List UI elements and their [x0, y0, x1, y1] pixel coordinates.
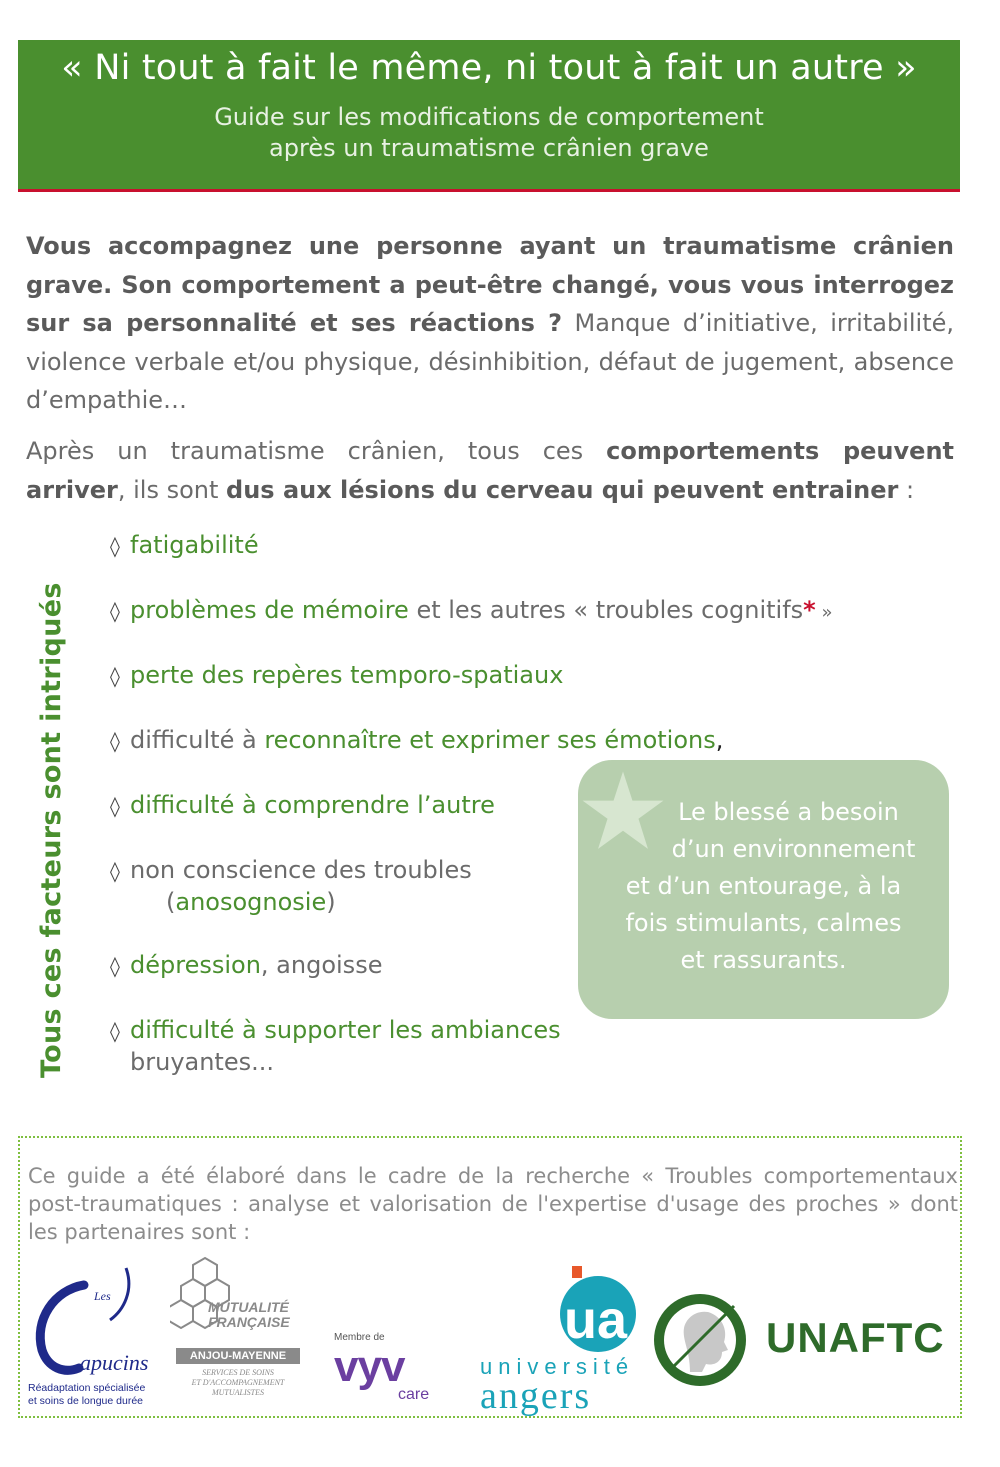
guide-title: « Ni tout à fait le même, ni tout à fait un autre » [61, 48, 917, 88]
item-text: difficulté à [130, 726, 265, 754]
list-item [110, 855, 472, 918]
diamond-icon: ◊ [110, 859, 120, 883]
asterisk-mark: * [803, 596, 816, 624]
item-text: difficulté à comprendre l’autre [130, 791, 495, 819]
item-continuation [110, 887, 472, 918]
intro2-text-2: , ils sont [117, 475, 227, 504]
callout-bubble [578, 760, 949, 1019]
capucins-les: Les [94, 1289, 111, 1303]
diamond-icon: ◊ [110, 729, 120, 753]
diamond-icon: ◊ [110, 534, 120, 558]
capucins-subtitle-2: et soins de longue durée [28, 1395, 144, 1407]
vyv-membre: Membre de [334, 1332, 385, 1343]
diamond-icon: ◊ [110, 954, 120, 978]
intro-paragraph [26, 227, 954, 420]
item-text: problèmes de mémoire [130, 596, 409, 624]
intro2-text-1: Après un traumatisme crânien, tous ces [26, 437, 607, 465]
mutualite-logo [170, 1256, 310, 1416]
item-text: fatigabilité [130, 531, 259, 559]
unaftc-logo [650, 1290, 950, 1390]
intro2-text-3: : [898, 475, 915, 504]
subtitle-line-1: Guide sur les modifications de comportement [214, 103, 764, 131]
list-item [110, 950, 382, 982]
capucins-swirl-icon [24, 1260, 164, 1380]
item-text: difficulté à supporter les ambiances [130, 1016, 561, 1044]
item-text: et les autres « troubles cognitifs [408, 596, 804, 624]
item-text: , [715, 726, 724, 754]
mutualite-line-4: SERVICES DE SOINS [202, 1368, 274, 1377]
callout-line: fois stimulants, calmes [625, 909, 902, 937]
intro-bold: Vous accompagnez une personne ayant un traumatisme crânien grave. Son comportement a peut-être changé, vous vous interrogez sur sa personnalité et ses réactions ? [26, 232, 954, 337]
item-text: dépression [130, 951, 261, 979]
intro-paragraph-2 [26, 432, 954, 509]
universite-angers-logo [476, 1262, 646, 1418]
list-item [110, 660, 563, 692]
item-text: perte des repères temporo-spatiaux [130, 661, 564, 689]
guide-subtitle [18, 102, 960, 164]
ua-mark: ua [564, 1290, 628, 1350]
capucins-logo [24, 1260, 164, 1410]
unaftc-name: UNAFTC [766, 1314, 945, 1361]
list-item [110, 530, 259, 562]
item-text: non conscience des troubles [130, 856, 472, 884]
mutualite-line-3: ANJOU-MAYENNE [176, 1348, 300, 1364]
callout-line: et d’un entourage, à la [625, 872, 902, 900]
list-item [110, 725, 723, 757]
item-text: , angoisse [260, 951, 383, 979]
vyv-name: vyv [334, 1342, 405, 1391]
mutualite-line-1: MUTUALITÉ [208, 1299, 289, 1315]
intro2-bold-2: dus aux lésions du cerveau qui peuvent entrainer [226, 475, 899, 504]
item-text: anosognosie [175, 888, 327, 916]
item-text: reconnaître et exprimer ses émotions [264, 726, 716, 754]
list-item [110, 595, 832, 628]
header-banner [18, 40, 960, 192]
side-label: Tous ces facteurs sont intriqués [36, 582, 67, 1078]
ua-icon [534, 1266, 644, 1352]
diamond-icon: ◊ [110, 664, 120, 688]
vyv-care: care [398, 1386, 430, 1403]
item-continuation [110, 1047, 561, 1078]
mutualite-line-2: FRANÇAISE [208, 1314, 290, 1330]
intro-normal: Manque d’initiative, irritabilité, violence verbale et/ou physique, désinhibition, défaut de jugement, absence d’empathie… [26, 309, 955, 414]
partners-footer [18, 1136, 962, 1418]
capucins-subtitle-1: Réadaptation spécialisée [28, 1382, 146, 1394]
diamond-icon: ◊ [110, 599, 120, 623]
intro2-bold-1: comportements peuvent arriver [26, 437, 954, 504]
vyv-logo [334, 1332, 444, 1412]
item-text: bruyantes... [130, 1048, 274, 1076]
subtitle-line-2: après un traumatisme crânien grave [269, 134, 709, 162]
item-text: » [815, 602, 833, 623]
head-profile-icon [650, 1290, 750, 1390]
footer-text: Ce guide a été élaboré dans le cadre de la recherche « Troubles comportementaux post-traumatiques : analyse et valorisation de l'expertise d'usage des proches » dont les partenaires sont : [28, 1164, 958, 1244]
item-text: ) [326, 888, 336, 916]
ua-line-2: angers [480, 1375, 592, 1417]
diamond-icon: ◊ [110, 794, 120, 818]
mutualite-line-6: MUTUALISTES [211, 1388, 264, 1397]
capucins-name: apucins [80, 1350, 149, 1375]
ua-line-1: université [480, 1354, 635, 1379]
mutualite-line-5: ET D'ACCOMPAGNEMENT [191, 1378, 285, 1387]
callout-line: et rassurants. [680, 946, 847, 974]
diamond-icon: ◊ [110, 1019, 120, 1043]
list-item [110, 1015, 561, 1078]
callout-line: Le blessé a besoin [678, 798, 899, 826]
item-text: ( [166, 888, 176, 916]
callout-line: d’un environnement [671, 835, 916, 863]
callout-text [578, 794, 949, 979]
list-item [110, 790, 495, 822]
